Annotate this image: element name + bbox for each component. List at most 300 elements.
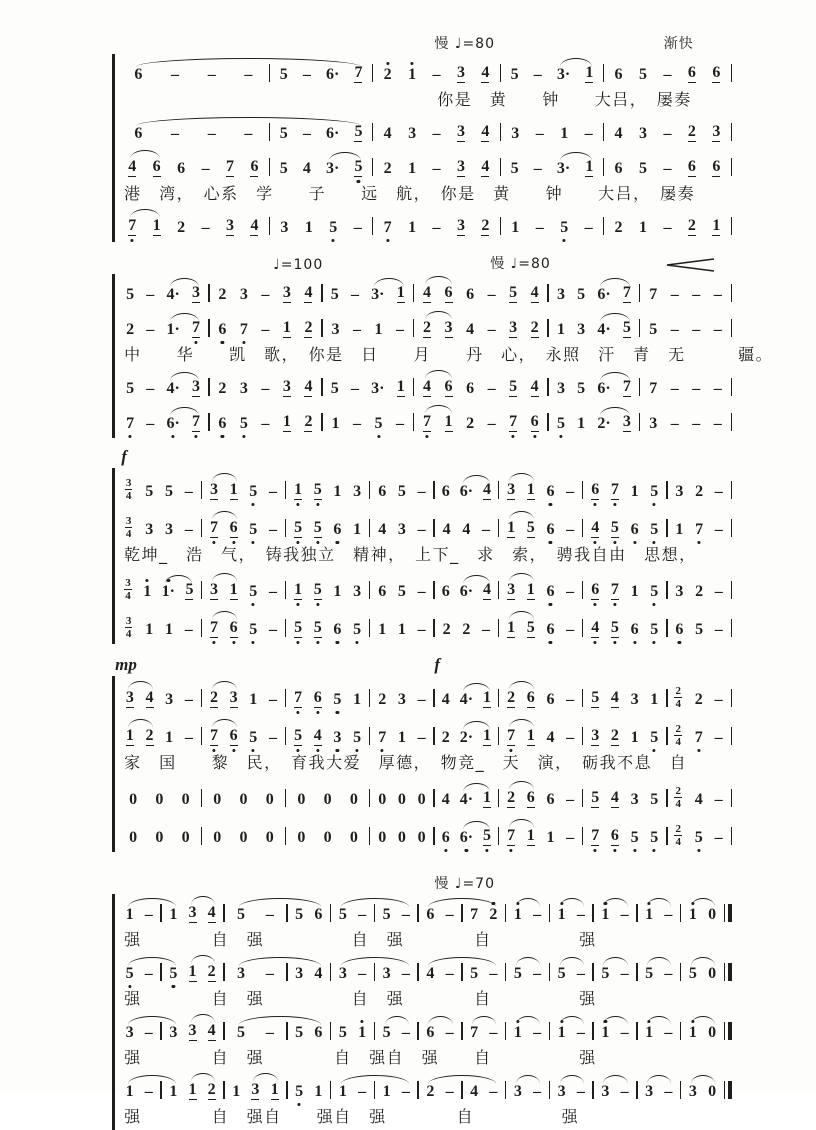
octave-dot-below xyxy=(252,749,255,752)
note-token: 1 xyxy=(630,583,639,600)
note-token: 5 xyxy=(601,965,610,982)
dash-token: – xyxy=(535,125,544,142)
music-staff-row xyxy=(118,568,732,606)
note-token: 6 xyxy=(712,158,721,175)
measure xyxy=(270,158,372,177)
note-token: 1 xyxy=(333,583,342,600)
note-token: 6 xyxy=(441,829,451,846)
measure xyxy=(681,965,723,982)
note-token: 3 xyxy=(338,965,347,982)
note-token: 1 xyxy=(374,321,383,338)
dash-token: – xyxy=(432,125,441,142)
note-token: 1 xyxy=(585,158,594,175)
note-token: 0 xyxy=(213,829,222,846)
dash-token: – xyxy=(184,621,193,638)
measure xyxy=(288,1083,330,1100)
octave-dot-below xyxy=(336,749,339,752)
note-token: 1 xyxy=(630,483,639,500)
dash-token: – xyxy=(146,286,155,303)
measure xyxy=(549,284,639,303)
dash-token: – xyxy=(417,483,426,500)
note-token: 7 xyxy=(127,217,137,236)
measure xyxy=(370,483,433,500)
measure xyxy=(210,284,322,303)
note-token: 5 xyxy=(482,827,492,846)
dash-token: – xyxy=(401,1083,410,1100)
note-token: 7 xyxy=(354,64,363,81)
time-signature: 3 4 xyxy=(125,577,131,602)
measure xyxy=(373,217,499,236)
note-token: 6 xyxy=(546,691,555,708)
octave-dot-below xyxy=(296,541,299,544)
measure xyxy=(506,906,548,923)
dash-token: – xyxy=(432,66,441,83)
note-token: 3 xyxy=(169,1024,178,1041)
score-system xyxy=(112,250,774,438)
note-token: 2 xyxy=(481,217,490,234)
note-token: 1 xyxy=(600,1024,610,1041)
octave-dot-below xyxy=(613,849,616,852)
note-token: 3 xyxy=(645,1083,654,1100)
system-staves xyxy=(112,54,732,242)
octave-dot-below xyxy=(653,749,656,752)
note-token: 1 xyxy=(507,519,516,536)
note-token: 5 xyxy=(352,621,362,638)
dash-token: – xyxy=(401,965,410,982)
dash-token: – xyxy=(576,906,585,923)
note-token: 5 xyxy=(688,965,697,982)
note-token: 1 xyxy=(152,217,161,234)
note-token: 7 xyxy=(590,827,600,846)
lyrics-line: 你是 黄 钟 大吕， 屡奏 xyxy=(437,90,692,109)
measure xyxy=(118,965,160,982)
dash-token: – xyxy=(144,1024,153,1041)
note-token: 5 xyxy=(332,691,342,708)
music-staff-row xyxy=(118,1071,732,1106)
note-token: 6 xyxy=(313,689,323,708)
dash-token: – xyxy=(445,906,454,923)
dash-token: – xyxy=(487,415,496,432)
note-token: 0 xyxy=(378,791,387,808)
measure xyxy=(501,219,603,236)
measure xyxy=(499,519,582,538)
measure xyxy=(270,219,372,236)
note-token: 5 xyxy=(645,965,654,982)
measure xyxy=(414,284,547,303)
dash-token: – xyxy=(663,219,672,236)
tempo-mark: ♩=100 xyxy=(273,257,324,273)
note-token: 1 xyxy=(304,219,313,236)
note-token: 6 xyxy=(314,906,323,923)
note-token: 3 xyxy=(353,483,362,500)
octave-dot-above xyxy=(361,1020,364,1023)
dash-token: – xyxy=(358,1083,367,1100)
note-token: 3 xyxy=(251,1081,260,1098)
note-token: 5 xyxy=(237,1024,246,1041)
octave-dot-below xyxy=(131,239,134,242)
note-token: 5 xyxy=(248,483,258,500)
dash-token: – xyxy=(692,415,701,432)
measure xyxy=(499,827,582,846)
dash-token: – xyxy=(396,415,405,432)
measure xyxy=(463,1024,505,1041)
dash-token: – xyxy=(566,583,575,600)
measure xyxy=(162,1081,224,1100)
dash-token: – xyxy=(207,66,216,83)
note-token: 4 xyxy=(462,521,471,538)
measure xyxy=(118,66,269,83)
barline xyxy=(731,378,732,396)
octave-dot-below xyxy=(678,641,681,644)
measure xyxy=(594,1083,636,1100)
note-token: 5 xyxy=(279,160,288,177)
dash-token: – xyxy=(146,415,155,432)
octave-dot-below xyxy=(129,435,132,438)
note-token: 1 xyxy=(560,125,569,142)
note-token: 2 xyxy=(695,483,704,500)
octave-dot-above xyxy=(410,62,413,65)
note-token: 5 xyxy=(557,965,566,982)
octave-dot-below xyxy=(172,985,175,988)
note-token: 7 xyxy=(610,581,620,600)
dynamic-mark: f xyxy=(121,447,127,466)
note-token: 4 xyxy=(207,1022,216,1039)
note-token: 3 xyxy=(239,286,248,303)
dash-token: – xyxy=(358,965,367,982)
measure xyxy=(583,481,666,500)
music-staff-row xyxy=(118,894,732,929)
measure xyxy=(414,413,547,432)
note-token: 5 xyxy=(248,621,258,638)
measure xyxy=(373,158,499,177)
note-token: 4 xyxy=(250,217,259,234)
note-token: 5 xyxy=(526,519,535,536)
measure xyxy=(414,378,547,397)
measure xyxy=(594,965,636,982)
time-signature: 2 4 xyxy=(675,685,681,710)
dash-token: – xyxy=(487,286,496,303)
measure xyxy=(375,965,417,982)
octave-dot-below xyxy=(194,341,197,344)
dash-token: – xyxy=(353,219,362,236)
measure xyxy=(210,413,322,432)
dash-token: – xyxy=(417,621,426,638)
octave-dot-below xyxy=(653,641,656,644)
dash-token: – xyxy=(714,621,723,638)
time-signature: 2 4 xyxy=(675,823,681,848)
dash-token: – xyxy=(670,321,679,338)
note-token: 3· xyxy=(325,160,340,177)
measure xyxy=(506,1024,548,1041)
octave-dot-below xyxy=(252,541,255,544)
measure xyxy=(435,827,498,846)
note-token: 3· xyxy=(556,160,571,177)
note-token: 1· xyxy=(161,583,176,600)
note-token: 1 xyxy=(229,581,238,598)
note-token: 1 xyxy=(314,1083,323,1100)
dash-token: – xyxy=(432,160,441,177)
dash-token: – xyxy=(144,1083,153,1100)
measure xyxy=(286,619,369,638)
note-token: 1 xyxy=(408,219,417,236)
dash-token: – xyxy=(352,415,361,432)
measure xyxy=(286,581,369,600)
note-token: 0 xyxy=(155,829,164,846)
dash-token: – xyxy=(714,829,723,846)
note-token: 3 xyxy=(192,378,201,395)
dash-token: – xyxy=(350,380,359,397)
note-token: 4 xyxy=(470,1083,479,1100)
note-token: 6· xyxy=(325,125,340,142)
final-barline xyxy=(724,1081,732,1099)
note-token: 6 xyxy=(177,160,186,177)
note-token: 1 xyxy=(600,906,610,923)
octave-dot-below xyxy=(485,849,488,852)
note-token: 3 xyxy=(237,965,246,982)
octave-dot-below xyxy=(296,641,299,644)
note-token: 5 xyxy=(293,727,303,746)
note-token: 2 xyxy=(687,217,696,234)
dash-token: – xyxy=(584,219,593,236)
note-token: 3 xyxy=(397,521,406,538)
barline xyxy=(731,413,732,431)
note-token: 4 xyxy=(207,904,216,921)
octave-dot-below xyxy=(232,541,235,544)
note-token: 6· xyxy=(166,415,181,432)
note-token: 5 xyxy=(338,1024,347,1041)
note-token: 7 xyxy=(422,413,432,432)
music-staff-row xyxy=(118,148,732,183)
measure xyxy=(118,829,201,846)
dash-token: – xyxy=(714,791,723,808)
note-token: 6 xyxy=(530,413,540,432)
barline xyxy=(731,519,732,537)
note-token: 5 xyxy=(630,829,640,846)
measure xyxy=(118,1083,160,1100)
measure xyxy=(375,1083,417,1100)
note-token: 1 xyxy=(526,827,535,844)
octave-dot-below xyxy=(559,435,562,438)
measure xyxy=(162,963,224,982)
octave-dot-above xyxy=(146,579,149,582)
note-token: 1 xyxy=(397,729,406,746)
note-token: 7 xyxy=(622,284,631,301)
note-token: 7 xyxy=(508,413,518,432)
measure xyxy=(331,906,373,923)
note-token: 3 xyxy=(229,689,238,706)
note-token: 2 xyxy=(462,621,471,638)
octave-dot-below xyxy=(377,435,380,438)
note-token: 0 xyxy=(297,829,306,846)
measure xyxy=(501,158,603,177)
note-token: 0 xyxy=(708,1024,717,1041)
measure xyxy=(370,583,433,600)
note-token: 3 xyxy=(649,415,658,432)
measure xyxy=(550,1083,592,1100)
dash-token: – xyxy=(417,583,426,600)
octave-dot-below xyxy=(510,849,513,852)
note-token: 0 xyxy=(708,906,717,923)
note-token: 3 xyxy=(209,481,218,498)
measure xyxy=(375,906,417,923)
note-token: 1 xyxy=(507,619,516,636)
note-token: 6· xyxy=(597,380,611,397)
note-token: 0 xyxy=(349,829,358,846)
note-token: 4 xyxy=(441,691,450,708)
measure xyxy=(583,619,666,638)
dash-token: – xyxy=(533,1083,542,1100)
octave-dot-below xyxy=(357,180,360,183)
note-token: 1 xyxy=(630,729,639,746)
octave-dot-below xyxy=(633,541,636,544)
note-token: 3· xyxy=(556,66,571,83)
dash-token: – xyxy=(201,219,210,236)
dash-token: – xyxy=(670,380,679,397)
measure xyxy=(668,786,731,808)
note-token: 6 xyxy=(590,581,600,600)
note-token: 5 xyxy=(295,906,304,923)
note-token: 6 xyxy=(687,158,696,175)
note-token: 5 xyxy=(509,284,518,301)
note-token: 4 xyxy=(423,284,431,301)
measure xyxy=(225,1024,287,1041)
tempo-mark: 渐快 xyxy=(663,36,694,52)
note-token: 1 xyxy=(145,621,154,638)
dash-token: – xyxy=(432,219,441,236)
note-token: 1 xyxy=(293,581,303,600)
measure xyxy=(638,1024,680,1041)
dash-token: – xyxy=(566,621,575,638)
note-token: 3 xyxy=(591,727,600,744)
note-token: 3 xyxy=(125,689,134,706)
note-token: 5 xyxy=(559,219,569,236)
note-token: 6 xyxy=(314,1024,323,1041)
octave-dot-above xyxy=(691,1020,694,1023)
note-token: 2 xyxy=(426,1083,435,1100)
octave-dot-below xyxy=(653,849,656,852)
note-token: 7 xyxy=(622,378,631,395)
note-token: 1 xyxy=(675,521,684,538)
note-token: 2 xyxy=(695,583,704,600)
measure xyxy=(331,965,373,982)
measure xyxy=(286,727,369,746)
barline xyxy=(731,319,732,337)
music-staff-row xyxy=(118,953,732,988)
octave-dot-below xyxy=(194,435,197,438)
measure xyxy=(419,906,461,923)
note-token: 6 xyxy=(614,160,623,177)
note-token: 5 xyxy=(694,829,704,846)
dash-token: – xyxy=(714,729,723,746)
note-token: 1 xyxy=(577,415,586,432)
measure xyxy=(202,689,285,708)
octave-dot-below xyxy=(549,541,552,544)
octave-dot-below xyxy=(563,239,566,242)
note-token: 3 xyxy=(332,729,342,746)
note-token: 1 xyxy=(353,521,362,538)
music-staff-row xyxy=(118,403,732,438)
note-token: 3 xyxy=(507,581,516,598)
note-token: 4 xyxy=(442,521,451,538)
note-token: 1 xyxy=(482,789,491,806)
note-token: 4 xyxy=(302,160,311,177)
measure xyxy=(286,519,369,538)
measure xyxy=(499,619,582,638)
score-system xyxy=(112,652,732,852)
note-token: 4 xyxy=(694,791,703,808)
note-token: 6· xyxy=(459,583,474,600)
note-token: 6 xyxy=(441,583,450,600)
note-token: 1 xyxy=(125,727,134,744)
measure xyxy=(583,727,666,746)
dash-token: – xyxy=(445,1024,454,1041)
dash-token: – xyxy=(268,621,277,638)
measure xyxy=(668,686,731,708)
note-token: 6 xyxy=(687,64,696,81)
note-token: 2 xyxy=(207,1081,216,1098)
note-token: 2 xyxy=(507,789,516,806)
octave-dot-below xyxy=(697,541,700,544)
lyrics-line: 港 湾， 心系 学 子 远 航， 你是 黄 钟 大吕， 屡奏 xyxy=(124,184,696,203)
measure xyxy=(270,123,372,142)
dash-token: – xyxy=(713,415,722,432)
note-token: 7 xyxy=(209,619,219,638)
note-token: 6· xyxy=(597,286,611,303)
note-token: 5 xyxy=(313,519,323,538)
note-token: 5 xyxy=(510,160,519,177)
dash-token: – xyxy=(171,66,180,83)
note-token: 1 xyxy=(712,217,721,234)
dash-token: – xyxy=(302,125,311,142)
dash-token: – xyxy=(265,965,274,982)
measure xyxy=(594,1024,636,1041)
note-token: 5 xyxy=(382,1024,391,1041)
tempo-marks-strip xyxy=(112,870,732,894)
note-token: 3· xyxy=(371,380,385,397)
measure xyxy=(638,906,680,923)
measure xyxy=(550,965,592,982)
note-token: 5 xyxy=(556,415,566,432)
dash-token: – xyxy=(261,286,270,303)
score-system xyxy=(112,30,732,242)
octave-dot-below xyxy=(510,749,513,752)
note-token: 5 xyxy=(354,123,363,140)
octave-dot-below xyxy=(212,641,215,644)
note-token: 0 xyxy=(181,829,190,846)
measure xyxy=(373,64,499,83)
note-token: 7 xyxy=(470,906,479,923)
note-token: 5 xyxy=(293,519,303,538)
note-token: 1 xyxy=(513,1024,523,1041)
dash-token: – xyxy=(576,1083,585,1100)
note-token: 6 xyxy=(610,827,620,846)
octave-dot-above xyxy=(167,579,170,582)
note-token: 7 xyxy=(694,729,704,746)
octave-dot-below xyxy=(336,641,339,644)
note-token: 6 xyxy=(630,621,640,638)
measure xyxy=(549,413,639,432)
note-token: 1 xyxy=(270,1081,279,1098)
note-token: 6 xyxy=(250,158,259,175)
note-token: 7 xyxy=(191,413,201,432)
note-token: 4 xyxy=(423,378,431,395)
note-token: 1 xyxy=(282,319,291,336)
note-token: 0 xyxy=(155,791,164,808)
note-token: 4· xyxy=(166,380,180,397)
barline xyxy=(731,481,732,499)
note-token: 2 xyxy=(209,689,218,706)
note-token: 3 xyxy=(282,284,291,301)
